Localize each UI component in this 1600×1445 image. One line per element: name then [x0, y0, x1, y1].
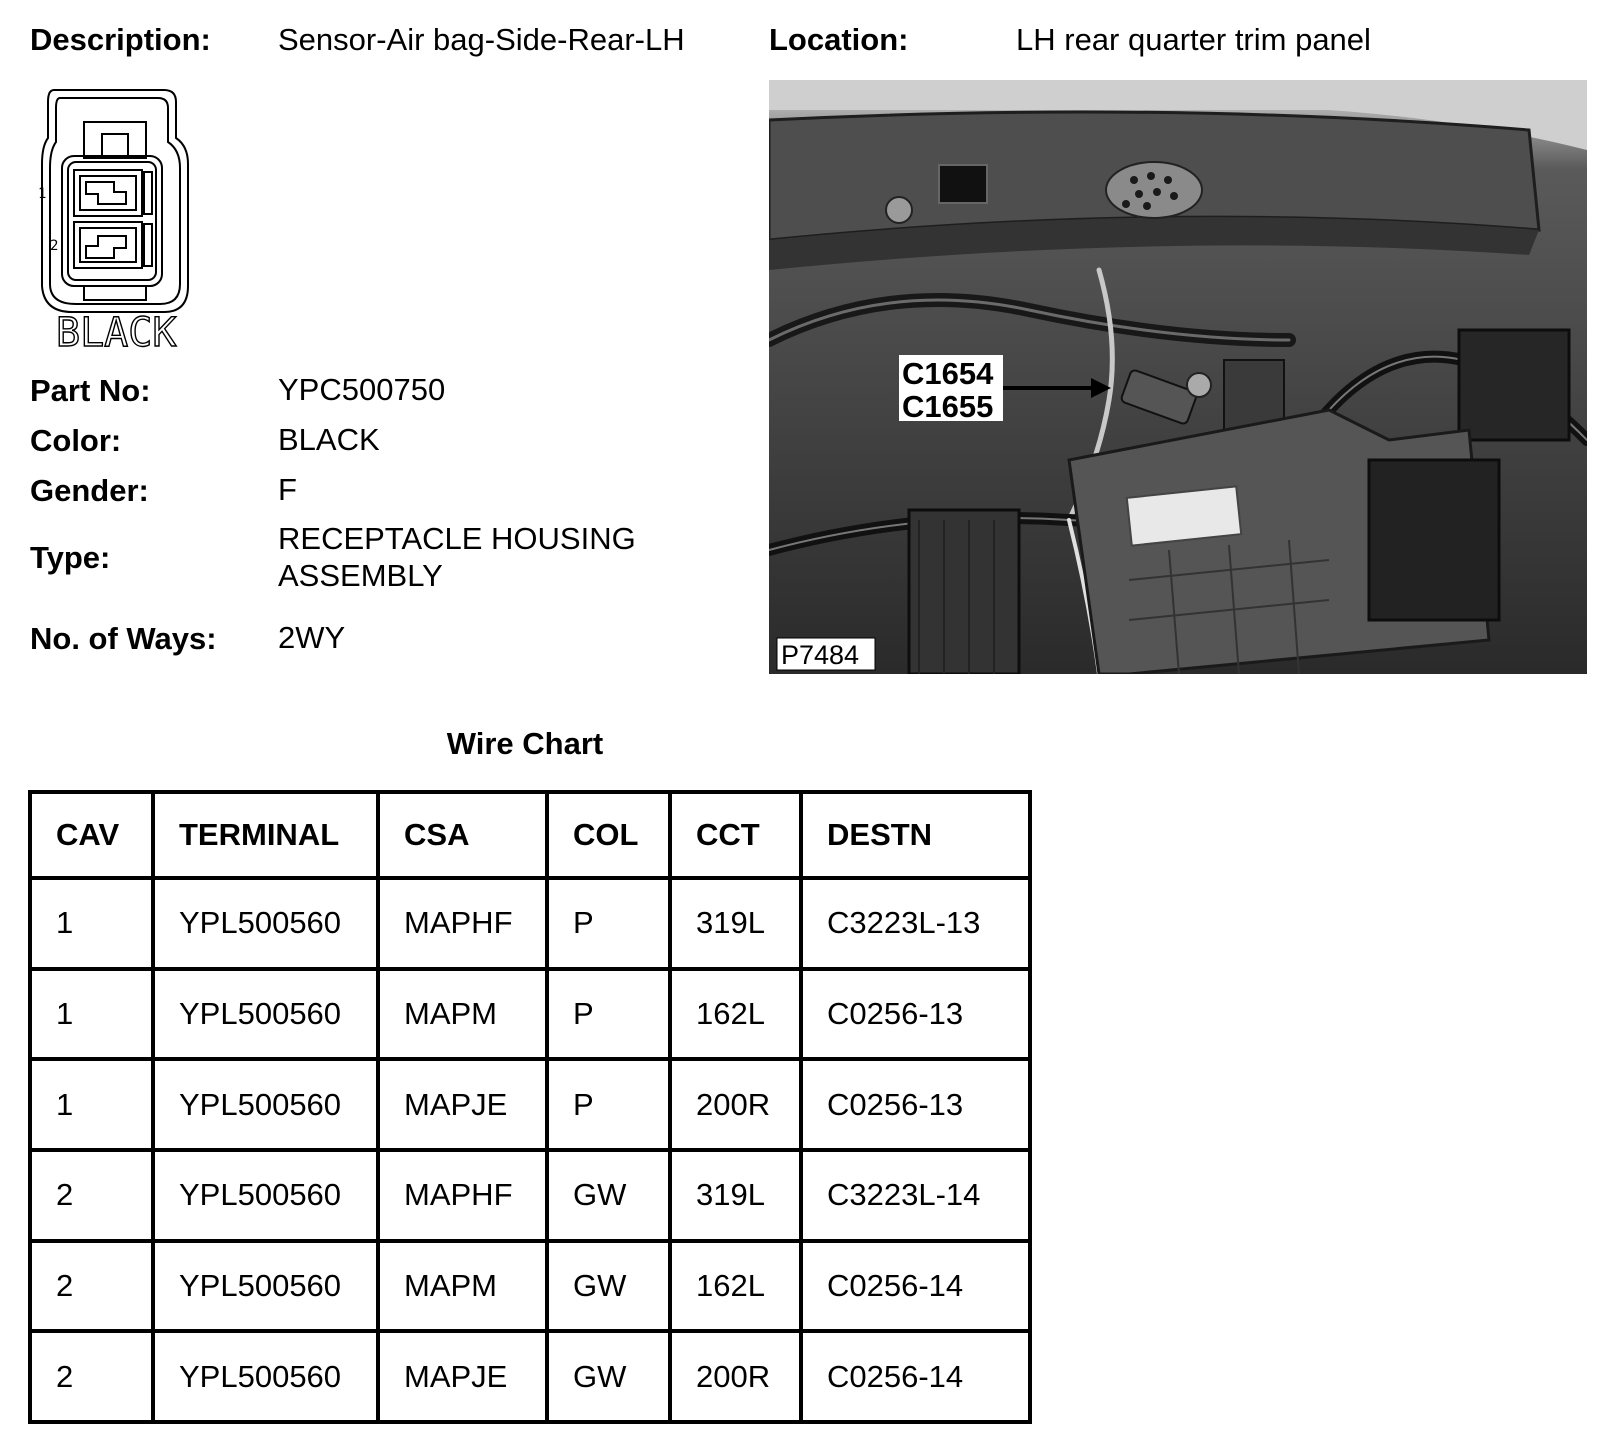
cell-cct: 319L: [670, 878, 801, 969]
type-value-line2: ASSEMBLY: [278, 558, 443, 593]
cell-col: P: [547, 1059, 670, 1150]
part-no-label: Part No:: [30, 373, 151, 408]
type-value-line1: RECEPTACLE HOUSING: [278, 521, 636, 556]
cell-cav: 2: [30, 1150, 153, 1241]
cell-col: GW: [547, 1241, 670, 1332]
cell-col: P: [547, 878, 670, 969]
pin-2-label: 2: [50, 238, 59, 254]
connector-color-label: BLACK: [56, 310, 177, 356]
column-header-destn: DESTN: [801, 792, 1030, 878]
cell-destn: C0256-13: [801, 1059, 1030, 1150]
cell-terminal: YPL500560: [153, 1241, 378, 1332]
cell-destn: C0256-14: [801, 1331, 1030, 1422]
gender-value: F: [278, 472, 297, 507]
table-row: [30, 1331, 1030, 1422]
cell-cct: 319L: [670, 1150, 801, 1241]
cell-destn: C0256-14: [801, 1241, 1030, 1332]
cell-csa: MAPM: [378, 969, 547, 1060]
location-value: LH rear quarter trim panel: [1016, 22, 1371, 57]
cell-destn: C3223L-13: [801, 878, 1030, 969]
column-header-col: COL: [547, 792, 670, 878]
cell-cav: 2: [30, 1331, 153, 1422]
cell-col: GW: [547, 1150, 670, 1241]
cell-destn: C0256-13: [801, 969, 1030, 1060]
color-label: Color:: [30, 423, 122, 458]
cell-cct: 200R: [670, 1059, 801, 1150]
cell-cct: 200R: [670, 1331, 801, 1422]
cell-terminal: YPL500560: [153, 878, 378, 969]
wire-chart-title: Wire Chart: [446, 726, 604, 761]
cell-csa: MAPHF: [378, 1150, 547, 1241]
description-value: Sensor-Air bag-Side-Rear-LH: [278, 22, 685, 57]
cell-cct: 162L: [670, 969, 801, 1060]
column-header-cct: CCT: [670, 792, 801, 878]
cell-terminal: YPL500560: [153, 1331, 378, 1422]
ways-label: No. of Ways:: [30, 621, 217, 656]
table-header-row: [30, 792, 1030, 878]
part-no-value: YPC500750: [278, 372, 446, 407]
location-photo: [769, 80, 1587, 674]
table-row: [30, 1150, 1030, 1241]
cell-csa: MAPM: [378, 1241, 547, 1332]
pin-1-label: 1: [38, 186, 47, 202]
ways-value: 2WY: [278, 620, 346, 655]
cell-col: GW: [547, 1331, 670, 1422]
column-header-csa: CSA: [378, 792, 547, 878]
cell-csa: MAPHF: [378, 878, 547, 969]
cell-terminal: YPL500560: [153, 1059, 378, 1150]
cell-destn: C3223L-14: [801, 1150, 1030, 1241]
cell-terminal: YPL500560: [153, 969, 378, 1060]
cell-cav: 1: [30, 969, 153, 1060]
cell-cav: 1: [30, 1059, 153, 1150]
cell-csa: MAPJE: [378, 1331, 547, 1422]
column-header-cav: CAV: [30, 792, 153, 878]
wire-chart-table: [28, 790, 1032, 1424]
connector-face-diagram: [36, 88, 206, 356]
table-row: [30, 1059, 1030, 1150]
callout-c1654: C1654: [902, 356, 994, 391]
cell-col: P: [547, 969, 670, 1060]
column-header-terminal: TERMINAL: [153, 792, 378, 878]
table-row: [30, 878, 1030, 969]
photo-ref-code: P7484: [781, 640, 860, 670]
table-row: [30, 1241, 1030, 1332]
cell-cav: 1: [30, 878, 153, 969]
description-label: Description:: [30, 22, 211, 57]
cell-terminal: YPL500560: [153, 1150, 378, 1241]
callout-c1655: C1655: [902, 389, 994, 424]
cell-cct: 162L: [670, 1241, 801, 1332]
table-row: [30, 969, 1030, 1060]
gender-label: Gender:: [30, 473, 149, 508]
cell-csa: MAPJE: [378, 1059, 547, 1150]
cell-cav: 2: [30, 1241, 153, 1332]
type-label: Type:: [30, 540, 111, 575]
color-value: BLACK: [278, 422, 380, 457]
location-label: Location:: [769, 22, 909, 57]
